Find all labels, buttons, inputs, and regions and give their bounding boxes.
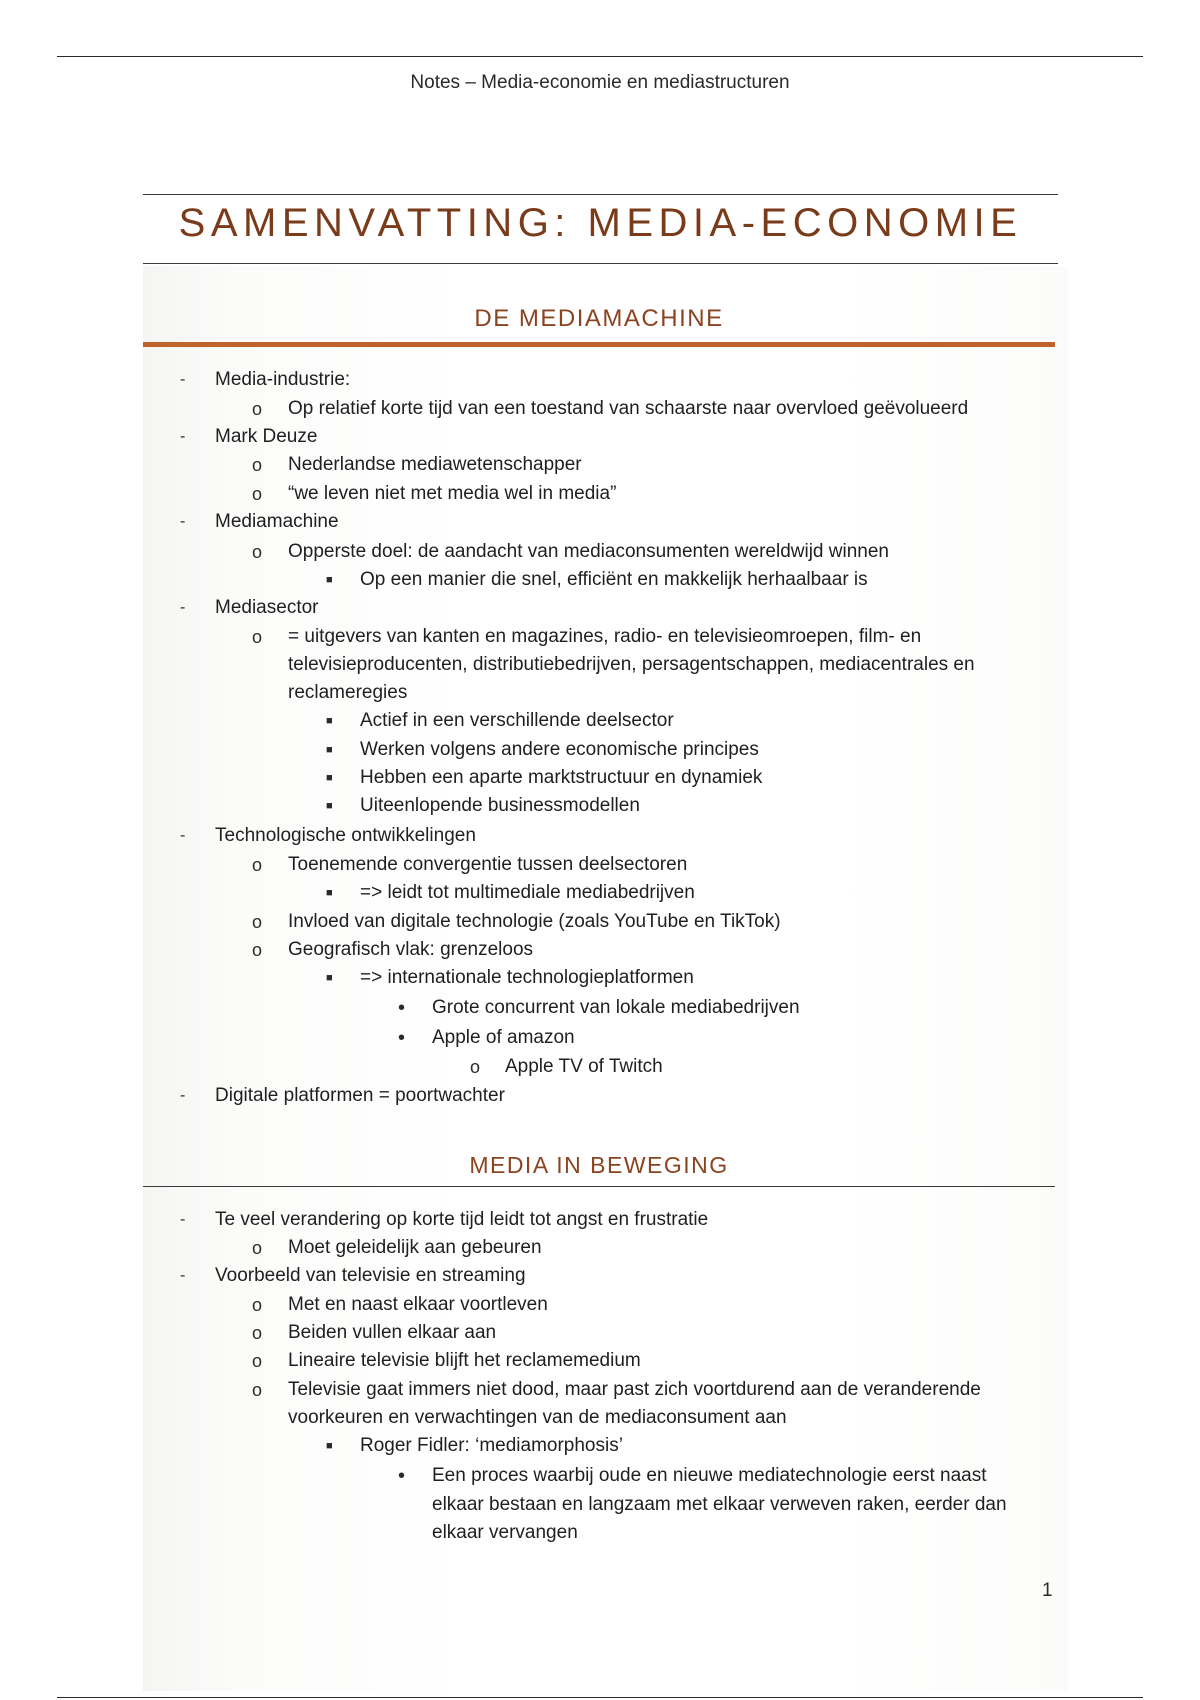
circle-bullet: o <box>252 399 263 419</box>
circle-bullet: o <box>252 912 263 932</box>
circle-bullet: o <box>252 1238 263 1258</box>
square-bullet: ■ <box>326 715 333 727</box>
list-item: Op relatief korte tijd van een toestand van schaarste naar overvloed geëvolueerd <box>288 398 969 419</box>
list-item: Beiden vullen elkaar aan <box>288 1322 497 1343</box>
circle-bullet: o <box>252 1380 263 1400</box>
square-bullet: ■ <box>326 772 333 784</box>
circle-bullet: o <box>252 542 263 562</box>
list-item: Voorbeeld van televisie en streaming <box>215 1265 526 1286</box>
circle-bullet: o <box>252 1323 263 1343</box>
running-header: Notes – Media-economie en mediastructuren <box>410 72 790 93</box>
circle-bullet: o <box>252 1295 263 1315</box>
dash-bullet: - <box>180 428 186 445</box>
list-item: Toenemende convergentie tussen deelsectoren <box>288 854 688 875</box>
dash-bullet: - <box>180 513 186 530</box>
dot-bullet: • <box>398 997 406 1019</box>
list-item: Actief in een verschillende deelsector <box>360 710 674 731</box>
dot-bullet: • <box>398 1027 406 1049</box>
square-bullet: ■ <box>326 574 333 586</box>
list-item: = uitgevers van kanten en magazines, radio- en televisieomroepen, film- en <box>288 626 922 647</box>
list-item: Een proces waarbij oude en nieuwe mediatechnologie eerst naast <box>432 1465 987 1486</box>
list-item: Lineaire televisie blijft het reclamemedium <box>288 1350 641 1371</box>
dash-bullet: - <box>180 371 186 388</box>
circle-bullet: o <box>470 1057 481 1077</box>
dash-bullet: - <box>180 827 186 844</box>
list-item: Televisie gaat immers niet dood, maar past zich voortdurend aan de veranderende <box>288 1379 981 1400</box>
page-number: 1 <box>1042 1580 1053 1601</box>
section-heading-media-in-beweging: MEDIA IN BEWEGING <box>469 1152 729 1178</box>
section-heading-mediamachine: DE MEDIAMACHINE <box>474 305 724 332</box>
list-item: Te veel verandering op korte tijd leidt tot angst en frustratie <box>215 1209 709 1230</box>
dash-bullet: - <box>180 1087 186 1104</box>
dash-bullet: - <box>180 1267 186 1284</box>
list-item: => internationale technologieplatformen <box>360 967 694 988</box>
list-item: => leidt tot multimediale mediabedrijven <box>360 882 695 903</box>
dash-bullet: - <box>180 599 186 616</box>
list-item: Media-industrie: <box>215 369 351 390</box>
list-item: Op een manier die snel, efficiënt en makkelijk herhaalbaar is <box>360 569 868 590</box>
list-item: Grote concurrent van lokale mediabedrijven <box>432 997 800 1018</box>
list-item-continuation: elkaar bestaan en langzaam met elkaar verweven raken, eerder dan <box>432 1494 1007 1515</box>
circle-bullet: o <box>252 455 263 475</box>
list-item: Mark Deuze <box>215 426 318 447</box>
dot-bullet: • <box>398 1465 406 1487</box>
list-item: Digitale platformen = poortwachter <box>215 1085 505 1106</box>
square-bullet: ■ <box>326 800 333 812</box>
list-item: Geografisch vlak: grenzeloos <box>288 939 534 960</box>
list-item-continuation: reclameregies <box>288 682 408 703</box>
square-bullet: ■ <box>326 887 333 899</box>
circle-bullet: o <box>252 940 263 960</box>
circle-bullet: o <box>252 627 263 647</box>
list-item: Mediasector <box>215 597 319 618</box>
list-item: Opperste doel: de aandacht van mediaconsumenten wereldwijd winnen <box>288 541 889 562</box>
circle-bullet: o <box>252 1351 263 1371</box>
list-item: Apple TV of Twitch <box>505 1056 663 1077</box>
list-item-continuation: elkaar vervangen <box>432 1522 578 1543</box>
section-rule-media-in-beweging <box>143 1186 1055 1187</box>
list-item: Technologische ontwikkelingen <box>215 825 476 846</box>
circle-bullet: o <box>252 855 263 875</box>
list-item: Werken volgens andere economische principes <box>360 739 759 760</box>
document-title: SAMENVATTING: MEDIA-ECONOMIE <box>178 201 1023 245</box>
list-item: Moet geleidelijk aan gebeuren <box>288 1237 542 1258</box>
list-item: Invloed van digitale technologie (zoals YouTube en TikTok) <box>288 911 781 932</box>
bottom-rule <box>57 1697 1143 1698</box>
list-item: Nederlandse mediawetenschapper <box>288 454 582 475</box>
list-item-continuation: voorkeuren en verwachtingen van de mediaconsument aan <box>288 1407 787 1428</box>
list-item: Apple of amazon <box>432 1027 575 1048</box>
square-bullet: ■ <box>326 1440 333 1452</box>
dash-bullet: - <box>180 1211 186 1228</box>
list-item: Uiteenlopende businessmodellen <box>360 795 640 816</box>
list-item: Mediamachine <box>215 511 339 532</box>
square-bullet: ■ <box>326 972 333 984</box>
list-item: Hebben een aparte marktstructuur en dynamiek <box>360 767 763 788</box>
title-block <box>143 194 1058 264</box>
list-item: Met en naast elkaar voortleven <box>288 1294 548 1315</box>
section-rule-mediamachine <box>143 342 1055 347</box>
list-item: Roger Fidler: ‘mediamorphosis’ <box>360 1435 623 1456</box>
list-item: “we leven niet met media wel in media” <box>288 483 617 504</box>
list-item-continuation: televisieproducenten, distributiebedrijven, persagentschappen, mediacentrales en <box>288 654 975 675</box>
top-rule <box>57 56 1143 57</box>
circle-bullet: o <box>252 484 263 504</box>
square-bullet: ■ <box>326 744 333 756</box>
